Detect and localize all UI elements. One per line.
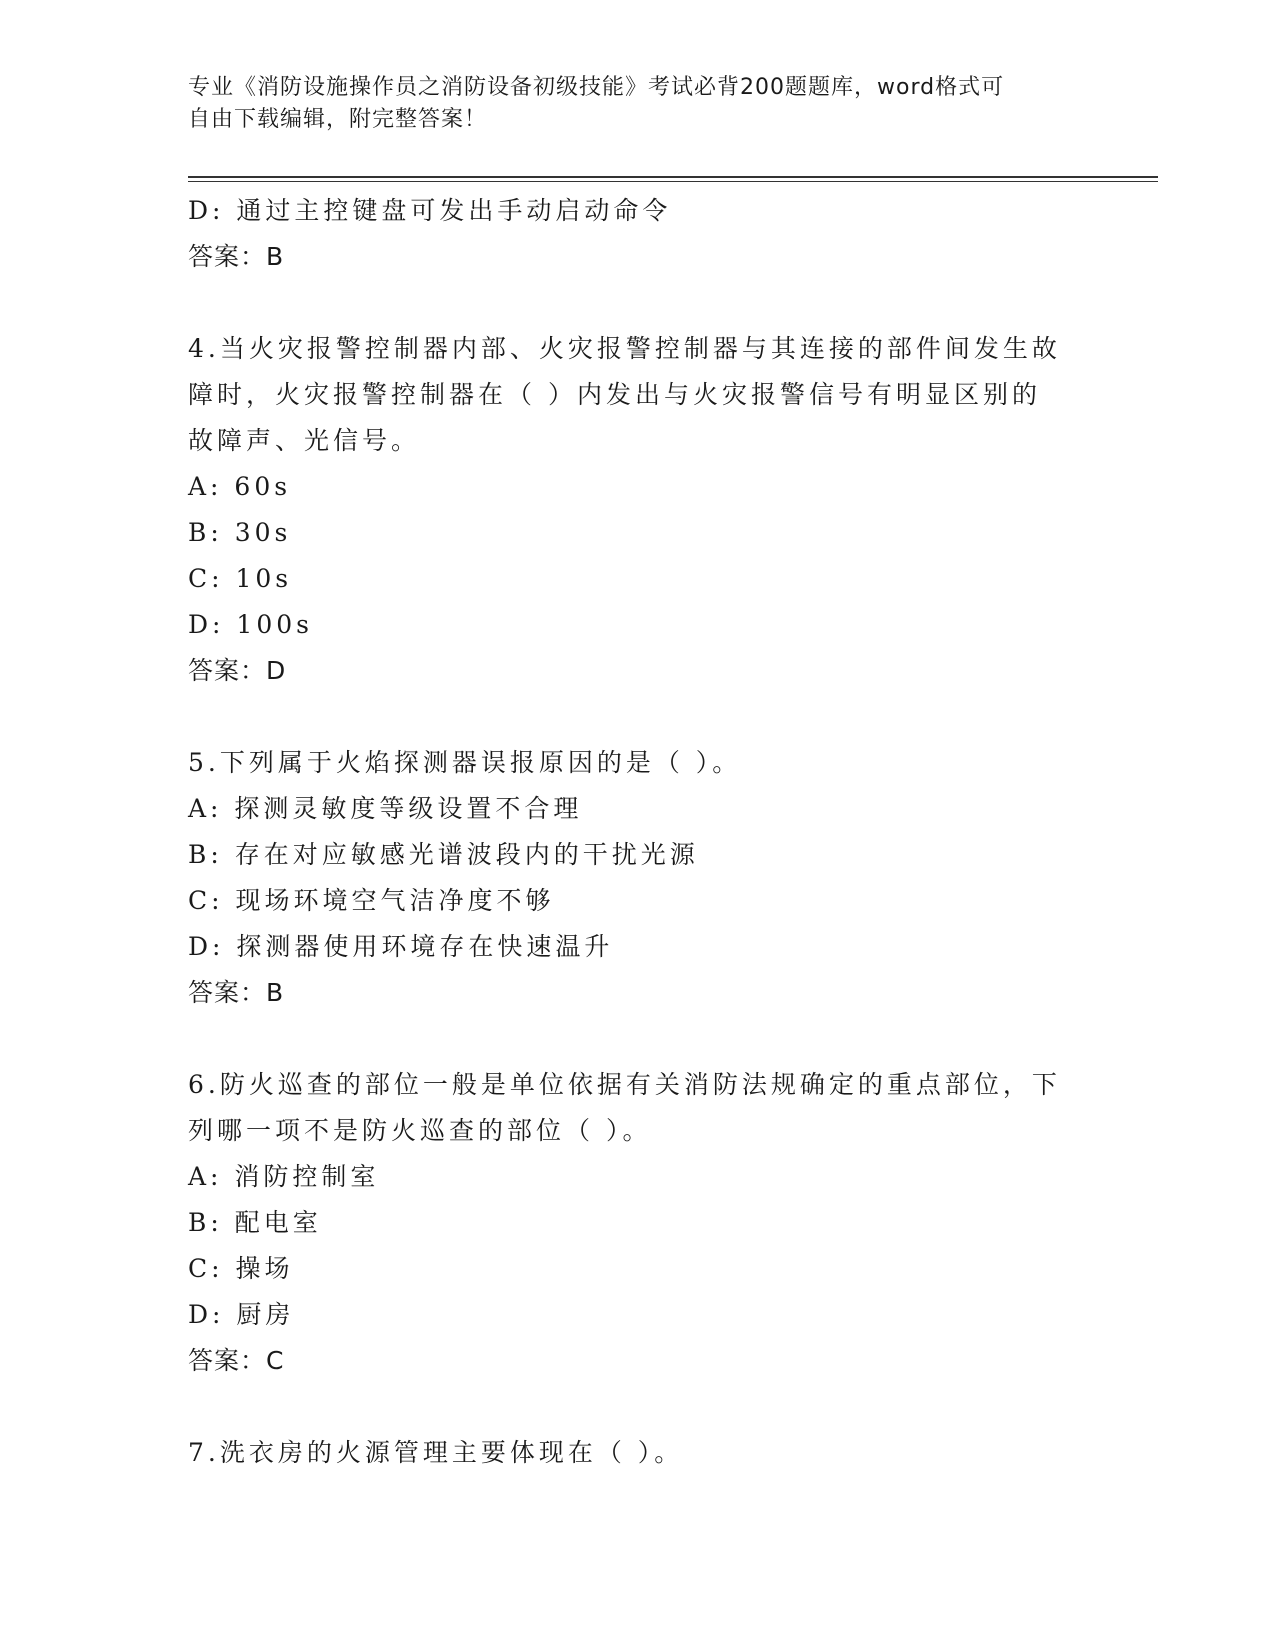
option-c: C: 现场环境空气洁净度不够: [188, 886, 555, 915]
question-answer: 答案：B: [188, 978, 285, 1007]
header-title-line-2: 自由下载编辑，附完整答案！: [188, 107, 488, 132]
document-body: [188, 188, 1068, 1476]
question-stem-line: 6.防火巡查的部位一般是单位依据有关消防法规确定的重点部位，下: [188, 1070, 1061, 1099]
question-stem-line: 故障声、光信号。: [188, 426, 421, 455]
question-stem-line: 7.洗衣房的火源管理主要体现在（ ）。: [188, 1438, 684, 1467]
option-d: D: 厨房: [188, 1300, 295, 1329]
option-b: B: 存在对应敏感光谱波段内的干扰光源: [188, 840, 699, 869]
header-divider-thin: [188, 181, 1158, 182]
option-b: B: 30s: [188, 518, 292, 547]
option-d: D: 探测器使用环境存在快速温升: [188, 932, 614, 961]
question-stem-line: 5.下列属于火焰探测器误报原因的是（ ）。: [188, 748, 742, 777]
question-answer: 答案：D: [188, 656, 287, 685]
question-answer: 答案：C: [188, 1346, 285, 1375]
question-stem-line: 列哪一项不是防火巡查的部位（ ）。: [188, 1116, 652, 1145]
header-title-line-1: 专业《消防设施操作员之消防设备初级技能》考试必背200题题库，word格式可: [188, 75, 1005, 100]
option-d: D: 100s: [188, 610, 313, 639]
header-divider-thick: [188, 176, 1158, 178]
option-a: A: 消防控制室: [188, 1162, 380, 1191]
prev-question-answer: 答案：B: [188, 242, 285, 271]
question-5: [188, 740, 1068, 1016]
option-b: B: 配电室: [188, 1208, 322, 1237]
option-c: C: 10s: [188, 564, 293, 593]
question-4: [188, 326, 1068, 694]
option-c: C: 操场: [188, 1254, 294, 1283]
question-7: [188, 1430, 1068, 1476]
document-header: [188, 72, 1088, 136]
option-a: A: 探测灵敏度等级设置不合理: [188, 794, 583, 823]
spacer: [188, 1016, 1068, 1062]
spacer: [188, 694, 1068, 740]
spacer: [188, 1384, 1068, 1430]
question-stem-line: 障时，火灾报警控制器在（ ）内发出与火灾报警信号有明显区别的: [188, 380, 1041, 409]
option-a: A: 60s: [188, 472, 292, 501]
question-stem-line: 4.当火灾报警控制器内部、火灾报警控制器与其连接的部件间发生故: [188, 334, 1061, 363]
spacer: [188, 280, 1068, 326]
prev-question-option-d: D: 通过主控键盘可发出手动启动命令: [188, 196, 672, 225]
question-6: [188, 1062, 1068, 1384]
